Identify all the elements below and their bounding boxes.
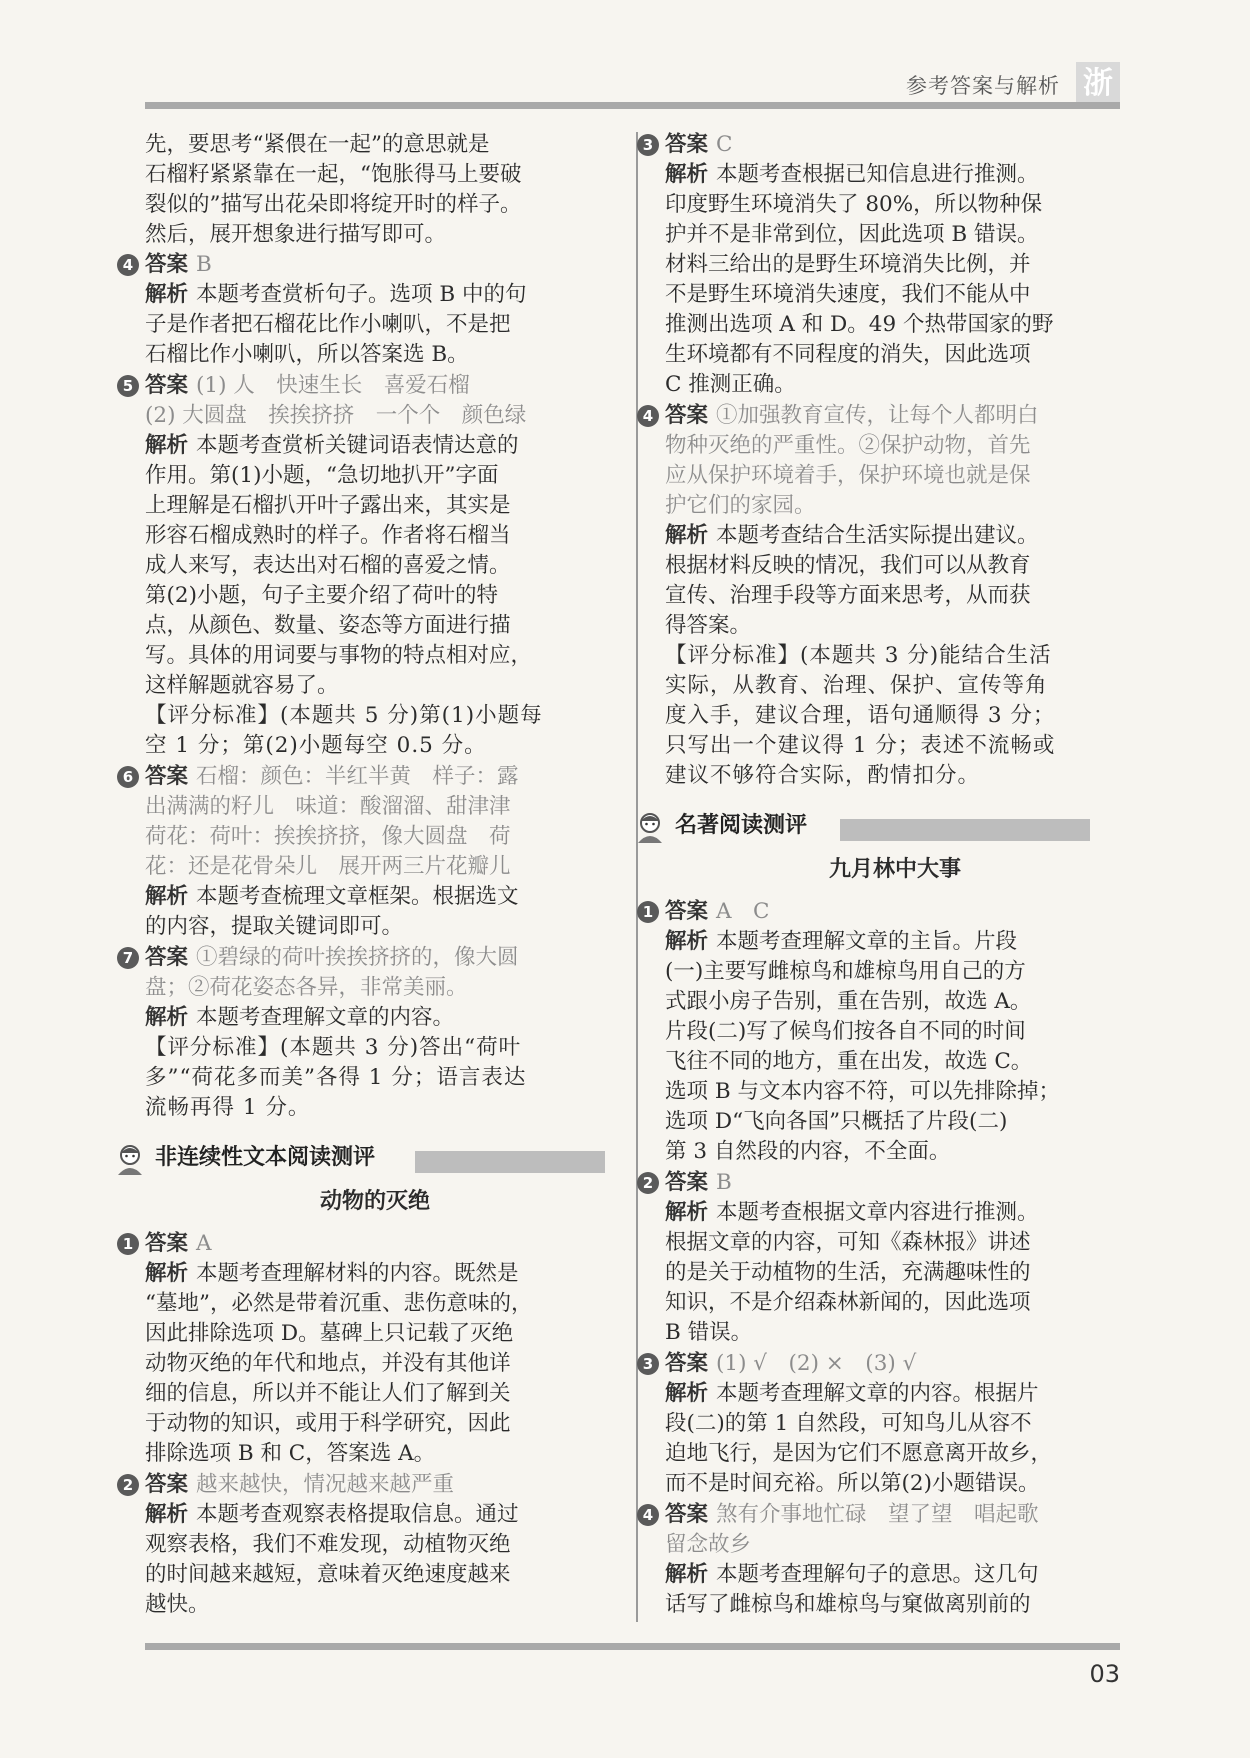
question-number: 5	[117, 375, 139, 397]
answer: 煞有介事地忙碌 望了望 唱起歌	[716, 1502, 1039, 1527]
page-header	[145, 60, 1120, 108]
answer: 石榴：颜色：半红半黄 样子：露	[196, 764, 519, 789]
header-title: 参考答案与解析	[906, 74, 1060, 98]
intro-text: 先，要思考“紧偎在一起”的意思就是 石榴籽紧紧靠在一起，“饱胀得马上要破 裂似的”描写出花朵即将绽开时的样子。 然后，展开想象进行描写即可。	[145, 132, 522, 247]
scoring-standard: 【评分标准】(本题共 3 分)能结合生活	[665, 643, 1052, 668]
answer: ①碧绿的荷叶挨挨挤挤的，像大圆	[196, 945, 519, 970]
student-icon	[115, 1143, 145, 1175]
province-tag: 浙	[1076, 62, 1120, 106]
answer: (1) √ (2) × (3) √	[716, 1351, 917, 1376]
answer: A	[196, 1231, 212, 1256]
answer: 越来越快，情况越来越严重	[196, 1472, 455, 1497]
question-number: 2	[117, 1474, 139, 1496]
question-number: 2	[637, 1172, 659, 1194]
question-6: 6 答案 石榴：颜色：半红半黄 样子：露 出满满的籽儿 味道：酸溜溜、甜津津 荷花：荷叶：挨挨挤挤，像大圆盘 荷 花：还是花骨朵儿 展开两三片花瓣儿 解析 本题考查梳理文章框架。根据选文 的内容，提取关键词即可。	[145, 762, 605, 942]
section-title: 名著阅读测评	[675, 813, 808, 838]
question-number: 7	[117, 947, 139, 969]
question-7: 7 答案 ①碧绿的荷叶挨挨挤挤的，像大圆 盘；②荷花姿态各异，非常美丽。 解析 本题考查理解文章的内容。 【评分标准】(本题共 3 分)答出“荷叶 多”“荷花多而美”各得 1 分；语言表达 流畅再得 1 分。	[145, 943, 605, 1123]
question-4: 4 答案 B 解析 本题考查赏析句子。选项 B 中的句 子是作者把石榴花比作小喇叭，不是把 石榴比作小喇叭，所以答案选 B。	[145, 250, 605, 370]
section-bar	[415, 1151, 605, 1173]
question-5: 5 答案 (1) 人 快速生长 喜爱石榴 (2) 大圆盘 挨挨挤挤 一个个 颜色绿 解析 本题考查赏析关键词语表情达意的 作用。第(1)小题，“急切地扒开”字面 上理解是石榴扒开叶子露出来，其实是 形容石榴成熟时的样子。作者将石榴当 成人来写，表达出对石榴的喜爱之情。 第(2)小题，句子主要介绍了荷叶的特 点，从颜色、数量、姿态等方面进行描 写。具体的用词要与事物的特点相对应， 这样解题就容易了。 【评分标准】(本题共 5 分)第(1)小题每 空 1 分；第(2)小题每空 0.5 分。	[145, 371, 605, 761]
question-number: 3	[637, 134, 659, 156]
column-divider	[636, 132, 638, 1622]
section-header	[635, 809, 1125, 849]
question-number: 4	[637, 1504, 659, 1526]
question-number: 1	[117, 1233, 139, 1255]
article-title: 九月林中大事	[828, 857, 961, 882]
right-column	[642, 130, 1125, 1621]
question-s3: 3 答案 C 解析 本题考查根据已知信息进行推测。 印度野生环境消失了 80%，所以物种保 护并不是非常到位，因此选项 B 错误。 材料三给出的是野生环境消失比例，并 不是野生环境消失速度，我们不能从中 推测出选项 A 和 D。49 个热带国家的野 生环境都有不同程度的消失，因此选项 C 推测正确。	[665, 130, 1125, 400]
student-icon	[635, 811, 665, 843]
question-m2: 2 答案 B 解析 本题考查根据文章内容进行推测。 根据文章的内容，可知《森林报》讲述 的是关于动植物的生活，充满趣味性的 知识，不是介绍森林新闻的，因此选项 B 错误。	[665, 1168, 1125, 1348]
article-title: 动物的灭绝	[319, 1189, 430, 1214]
question-m1: 1 答案 A C 解析 本题考查理解文章的主旨。片段 (一)主要写雌椋鸟和雄椋鸟用自己的方 式跟小房子告别，重在告别，故选 A。 片段(二)写了候鸟们按各自不同的时间 飞往不同的地方，重在出发，故选 C。 选项 B 与文本内容不符，可以先排除掉； 选项 D“飞向各国”只概括了片段(二) 第 3 自然段的内容，不全面。	[665, 897, 1125, 1167]
question-number: 4	[117, 254, 139, 276]
answer: C	[716, 132, 733, 157]
page-number: 03	[1089, 1660, 1120, 1688]
question-m4: 4 答案 煞有介事地忙碌 望了望 唱起歌 留念故乡 解析 本题考查理解句子的意思。这几句 话写了雌椋鸟和雄椋鸟与窠做离别前的	[665, 1500, 1125, 1620]
question-number: 1	[637, 901, 659, 923]
scoring-standard: 【评分标准】(本题共 5 分)第(1)小题每	[145, 703, 543, 728]
question-number: 3	[637, 1353, 659, 1375]
question-s1: 1 答案 A 解析 本题考查理解材料的内容。既然是 “墓地”，必然是带着沉重、悲伤意味的， 因此排除选项 D。墓碑上只记载了灭绝 动物灭绝的年代和地点，并没有其他详 细的信息，所以并不能让人们了解到关 于动物的知识，或用于科学研究，因此 排除选项 B 和 C，答案选 A。	[145, 1229, 605, 1469]
answer: A C	[716, 899, 770, 924]
section-title: 非连续性文本阅读测评	[155, 1145, 376, 1170]
question-s4: 4 答案 ①加强教育宣传，让每个人都明白 物种灭绝的严重性。②保护动物，首先 应从保护环境着手，保护环境也就是保 护它们的家园。 解析 本题考查结合生活实际提出建议。 根据材料反映的情况，我们可以从教育 宣传、治理手段等方面来思考，从而获 得答案。 【评分标准】(本题共 3 分)能结合生活 实际，从教育、治理、保护、宣传等角 度入手，建议合理，语句通顺得 3 分； 只写出一个建议得 1 分；表述不流畅或 建议不够符合实际，酌情扣分。	[665, 401, 1125, 791]
question-s2: 2 答案 越来越快，情况越来越严重 解析 本题考查观察表格提取信息。通过 观察表格，我们不难发现，动植物灭绝 的时间越来越短，意味着灭绝速度越来 越快。	[145, 1470, 605, 1620]
question-number: 4	[637, 405, 659, 427]
answer: B	[196, 252, 212, 277]
question-m3: 3 答案 (1) √ (2) × (3) √ 解析 本题考查理解文章的内容。根据片 段(二)的第 1 自然段，可知鸟儿从容不 迫地飞行，是因为它们不愿意离开故乡， 而不是时间充裕。所以第(2)小题错误。	[665, 1349, 1125, 1499]
question-number: 6	[117, 766, 139, 788]
footer-rule	[145, 1643, 1120, 1650]
header-rule	[145, 102, 1120, 109]
answer: B	[716, 1170, 732, 1195]
section-bar	[840, 819, 1090, 841]
left-column	[122, 130, 605, 1621]
section-header	[115, 1141, 605, 1181]
answer: (1) 人 快速生长 喜爱石榴	[196, 373, 470, 398]
answer: ①加强教育宣传，让每个人都明白	[716, 403, 1039, 428]
scoring-standard: 【评分标准】(本题共 3 分)答出“荷叶	[145, 1035, 522, 1060]
